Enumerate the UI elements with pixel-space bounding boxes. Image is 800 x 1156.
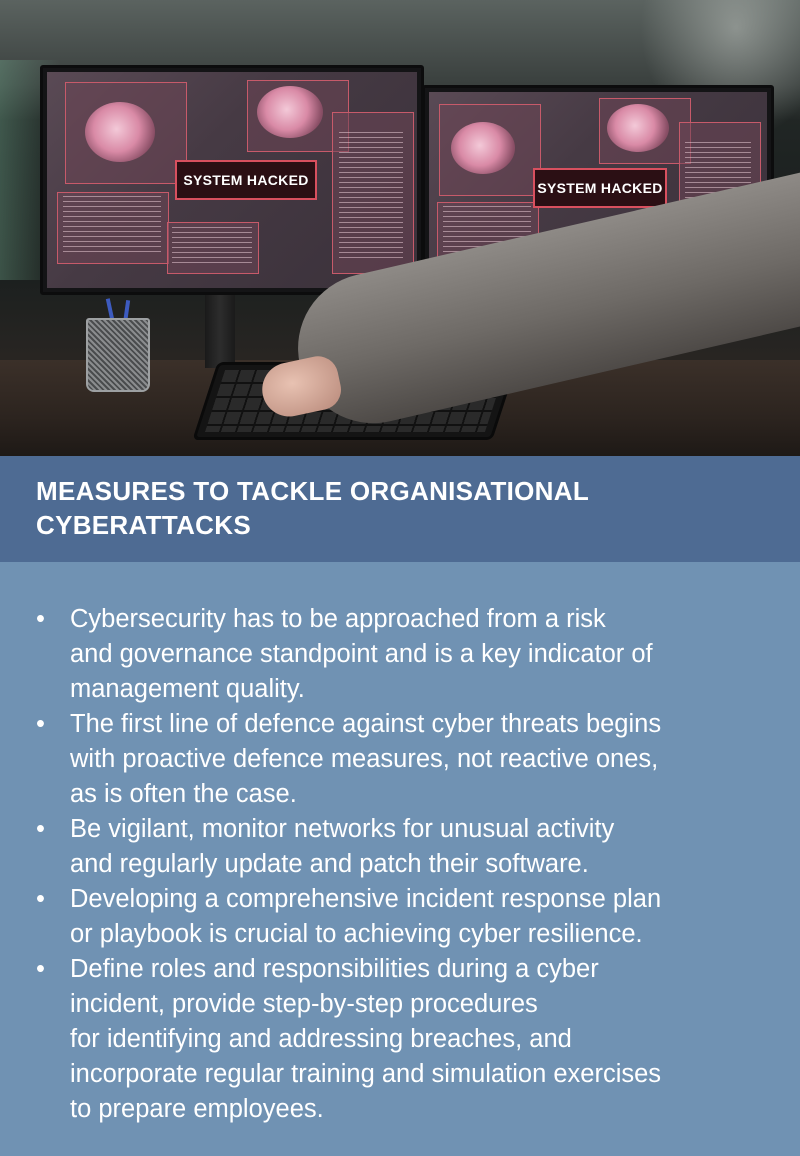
system-hacked-alert: SYSTEM HACKED: [533, 168, 667, 208]
bullet-text: [70, 707, 776, 812]
bullet-text: [70, 882, 776, 952]
bullet-line: management quality.: [70, 675, 305, 703]
list-item: [36, 707, 776, 812]
bullet-marker: •: [36, 885, 45, 913]
heading-line: CYBERATTACKS: [36, 510, 251, 540]
bullet-text: [70, 952, 776, 1127]
bullet-line: Developing a comprehensive incident response plan: [70, 885, 662, 913]
bullet-marker: •: [36, 955, 45, 983]
list-item: [36, 952, 776, 1127]
bullet-line: The first line of defence against cyber threats begins: [70, 710, 662, 738]
hero-photo: [0, 0, 800, 456]
bullet-line: and governance standpoint and is a key indicator of: [70, 640, 653, 668]
globe-graphic: [257, 86, 323, 138]
screen-code-lines: [339, 132, 403, 262]
heading-line: MEASURES TO TACKLE ORGANISATIONAL: [36, 476, 590, 506]
bullet-line: incident, provide step-by-step procedures: [70, 990, 538, 1018]
globe-graphic: [607, 104, 669, 152]
screen-code-lines: [172, 227, 252, 267]
bullet-line: to prepare employees.: [70, 1095, 324, 1123]
bullet-text: [70, 602, 776, 707]
screen-code-lines: [63, 196, 161, 256]
list-item: [36, 882, 776, 952]
bullet-line: with proactive defence measures, not reactive ones,: [70, 745, 659, 773]
bullet-line: as is often the case.: [70, 780, 297, 808]
bullet-marker: •: [36, 815, 45, 843]
list-item: [36, 812, 776, 882]
globe-graphic: [451, 122, 515, 174]
bullet-line: Be vigilant, monitor networks for unusual activity: [70, 815, 615, 843]
list-item: [36, 602, 776, 707]
monitor-left: [40, 65, 424, 295]
bullet-line: for identifying and addressing breaches, and: [70, 1025, 572, 1053]
bullet-marker: •: [36, 605, 45, 633]
bullet-text: [70, 812, 776, 882]
system-hacked-alert: SYSTEM HACKED: [175, 160, 317, 200]
bullet-line: Cybersecurity has to be approached from a risk: [70, 605, 606, 633]
screen-left: [47, 72, 417, 288]
measures-list: [36, 602, 776, 1127]
section-heading: [36, 474, 736, 542]
bullet-line: or playbook is crucial to achieving cyber resilience.: [70, 920, 643, 948]
globe-graphic: [85, 102, 155, 162]
bullet-line: incorporate regular training and simulation exercises: [70, 1060, 662, 1088]
bullet-marker: •: [36, 710, 45, 738]
bullet-line: Define roles and responsibilities during a cyber: [70, 955, 599, 983]
monitor-stand-left: [205, 288, 235, 368]
bullet-line: and regularly update and patch their software.: [70, 850, 589, 878]
pen-cup: [86, 318, 150, 392]
